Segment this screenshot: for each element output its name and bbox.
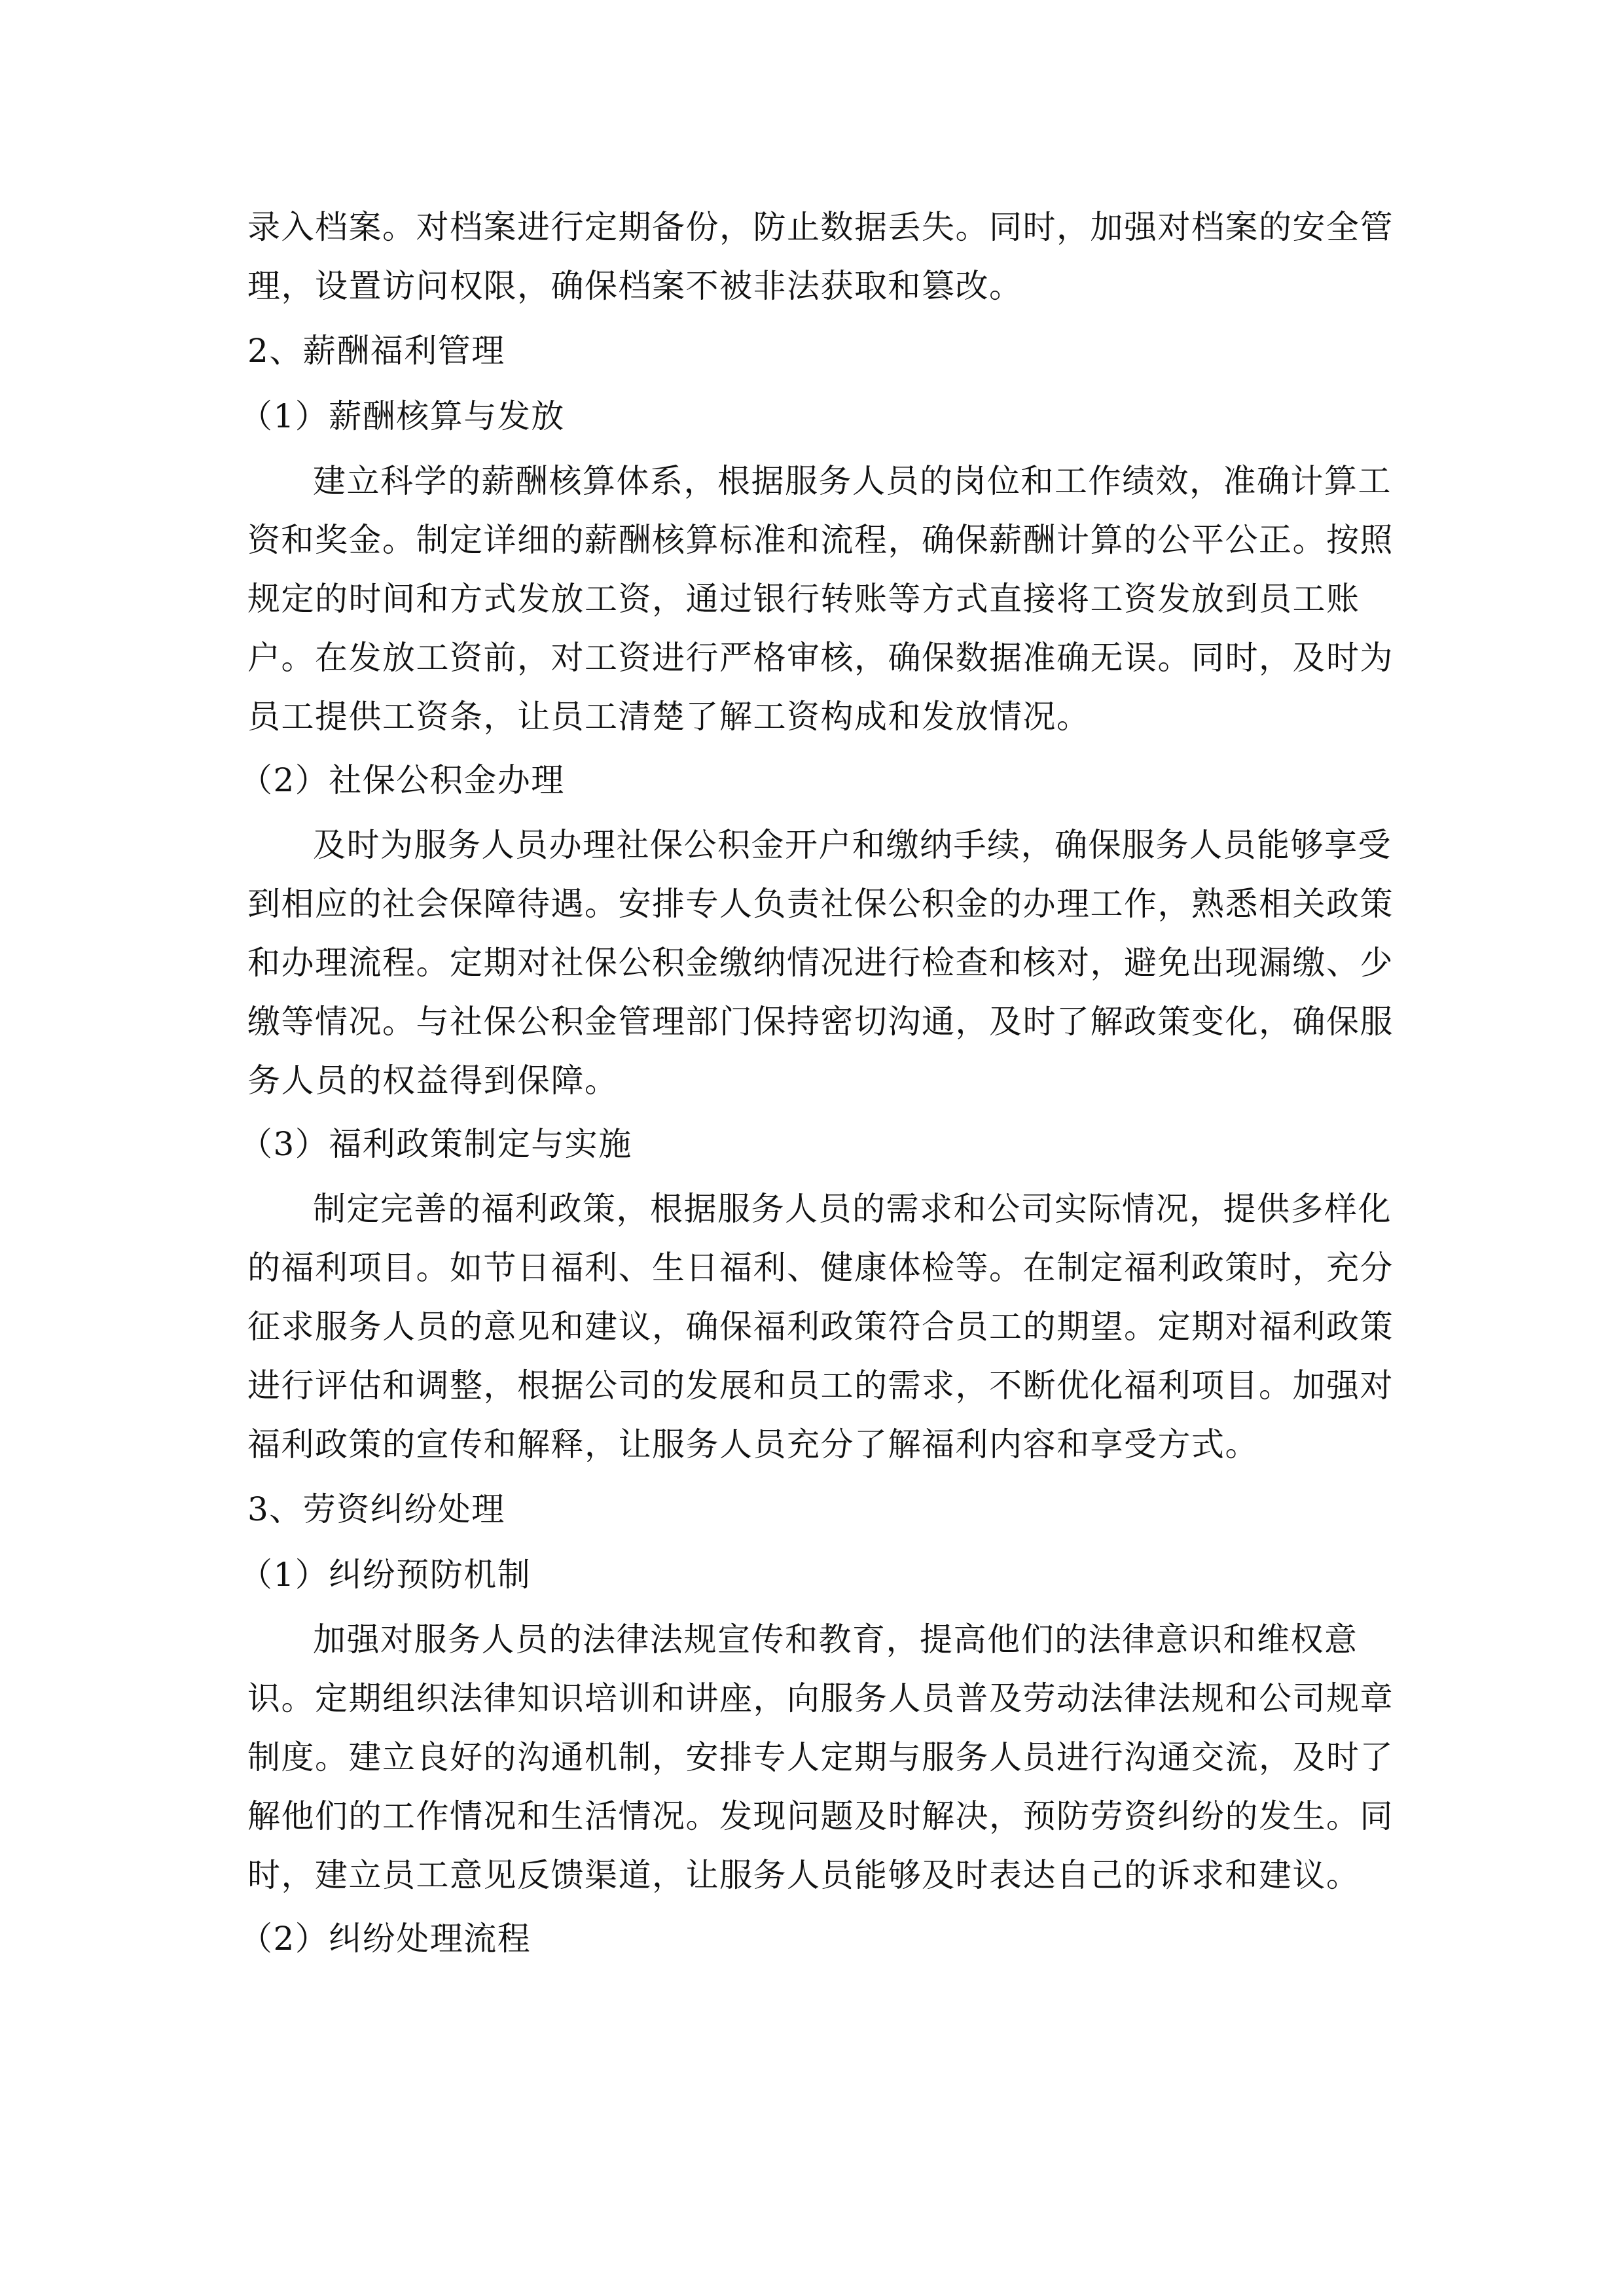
text-line: 时，建立员工意见反馈渠道，让服务人员能够及时表达自己的诉求和建议。: [247, 1856, 1360, 1894]
text-line: 识。定期组织法律知识培训和讲座，向服务人员普及劳动法律法规和公司规章: [247, 1679, 1394, 1717]
text-line: 征求服务人员的意见和建议，确保福利政策符合员工的期望。定期对福利政策: [247, 1308, 1394, 1346]
paragraph-dispute-prevention: [247, 1610, 1394, 1905]
section-heading-salary-welfare: 2、薪酬福利管理: [247, 332, 505, 370]
document-page: [240, 194, 1394, 1970]
subheading-salary-calculation: （1）薪酬核算与发放: [240, 397, 565, 435]
text-line: 录入档案。对档案进行定期备份，防止数据丢失。同时，加强对档案的安全管: [247, 208, 1394, 246]
paragraph-salary-calculation: [247, 452, 1394, 746]
paragraph-social-security: [247, 816, 1394, 1110]
text-line: 和办理流程。定期对社保公积金缴纳情况进行检查和核对，避免出现漏缴、少: [247, 944, 1394, 982]
text-line: 解他们的工作情况和生活情况。发现问题及时解决，预防劳资纠纷的发生。同: [247, 1797, 1394, 1835]
paragraph-archive-management: [247, 198, 1394, 315]
text-line: 的福利项目。如节日福利、生日福利、健康体检等。在制定福利政策时，充分: [247, 1249, 1394, 1287]
text-line: 规定的时间和方式发放工资，通过银行转账等方式直接将工资发放到员工账: [247, 580, 1360, 618]
text-line: 及时为服务人员办理社保公积金开户和缴纳手续，确保服务人员能够享受: [313, 826, 1392, 864]
text-line: 员工提供工资条，让员工清楚了解工资构成和发放情况。: [247, 698, 1091, 736]
text-line: 理，设置访问权限，确保档案不被非法获取和篡改。: [247, 267, 1023, 305]
text-line: 加强对服务人员的法律法规宣传和教育，提高他们的法律意识和维权意: [313, 1621, 1358, 1659]
subheading-dispute-process: （2）纠纷处理流程: [240, 1920, 532, 1958]
text-line: 户。在发放工资前，对工资进行严格审核，确保数据准确无误。同时，及时为: [247, 639, 1394, 677]
text-line: 制度。建立良好的沟通机制，安排专人定期与服务人员进行沟通交流，及时了: [247, 1738, 1394, 1776]
subheading-welfare-policy: （3）福利政策制定与实施: [240, 1125, 632, 1163]
text-line: 建立科学的薪酬核算体系，根据服务人员的岗位和工作绩效，准确计算工: [313, 462, 1392, 500]
paragraph-welfare-policy: [247, 1179, 1394, 1474]
text-line: 福利政策的宣传和解释，让服务人员充分了解福利内容和享受方式。: [247, 1426, 1259, 1463]
subheading-dispute-prevention: （1）纠纷预防机制: [240, 1556, 532, 1594]
section-heading-labor-dispute: 3、劳资纠纷处理: [247, 1490, 505, 1528]
text-line: 务人员的权益得到保障。: [247, 1062, 619, 1100]
text-line: 资和奖金。制定详细的薪酬核算标准和流程，确保薪酬计算的公平公正。按照: [247, 521, 1394, 559]
subheading-social-security: （2）社保公积金办理: [240, 761, 565, 799]
text-line: 制定完善的福利政策，根据服务人员的需求和公司实际情况，提供多样化: [313, 1190, 1392, 1228]
text-line: 缴等情况。与社保公积金管理部门保持密切沟通，及时了解政策变化，确保服: [247, 1003, 1394, 1041]
text-line: 到相应的社会保障待遇。安排专人负责社保公积金的办理工作，熟悉相关政策: [247, 885, 1394, 923]
text-line: 进行评估和调整，根据公司的发展和员工的需求，不断优化福利项目。加强对: [247, 1367, 1394, 1405]
